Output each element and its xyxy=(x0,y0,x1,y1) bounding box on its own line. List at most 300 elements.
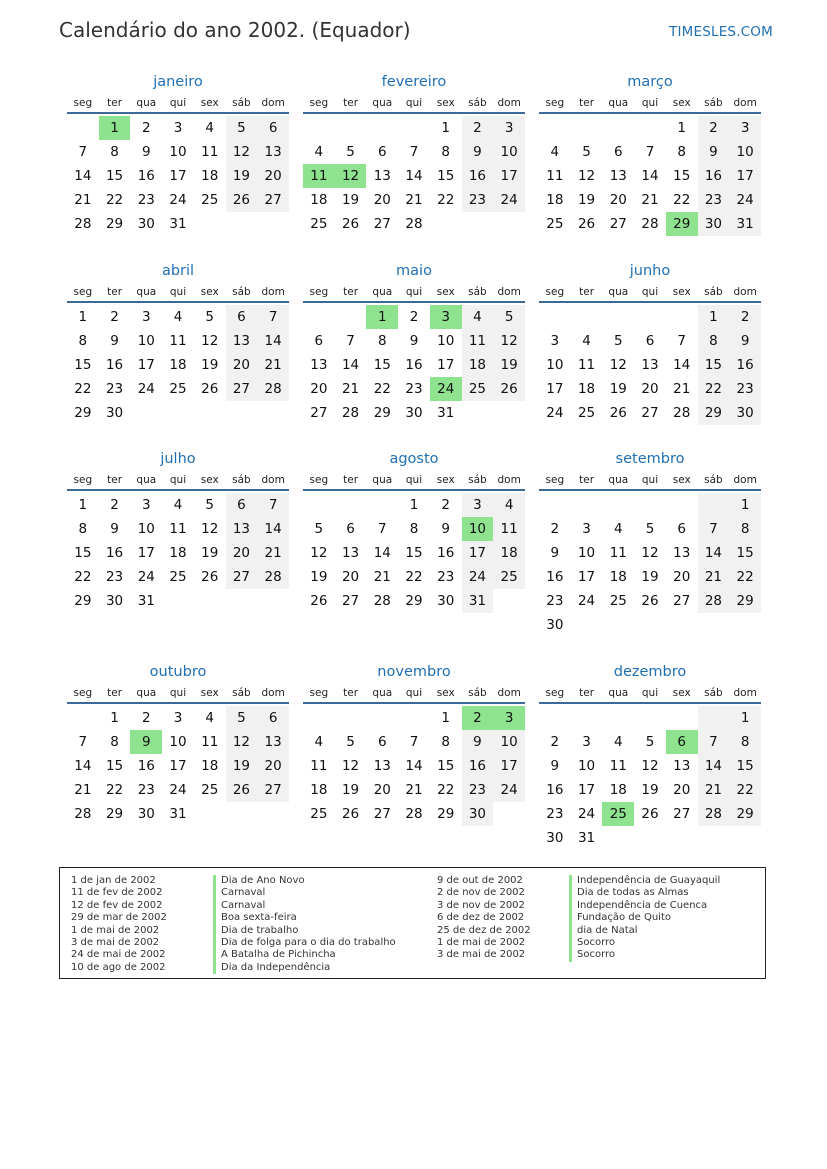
day-cell: 27 xyxy=(641,405,659,421)
empty-cell xyxy=(493,212,525,236)
day-cell: 4 xyxy=(314,144,324,160)
day-cell: 12 xyxy=(201,333,219,349)
weekday-label: seg xyxy=(545,687,565,699)
weekday-label: sex xyxy=(436,474,455,486)
day-cell: 13 xyxy=(373,168,391,184)
day-cell: 16 xyxy=(437,545,455,561)
day-cell: 12 xyxy=(201,521,219,537)
day-cell: 24 xyxy=(729,188,761,212)
day-cell: 25 xyxy=(169,381,187,397)
day-cell: 10 xyxy=(493,140,525,164)
month-agosto xyxy=(303,447,525,613)
weekday-label: dom xyxy=(497,286,521,298)
day-cell: 20 xyxy=(641,381,659,397)
legend-date: 25 de dez de 2002 xyxy=(437,924,531,936)
day-cell: 3 xyxy=(729,116,761,140)
day-cell: 26 xyxy=(341,806,360,822)
day-cell: 6 xyxy=(346,521,355,537)
day-cell: 14 xyxy=(698,541,730,565)
month-name: agosto xyxy=(389,451,439,467)
day-cell: 3 xyxy=(462,493,494,517)
day-cell: 28 xyxy=(74,806,92,822)
weekday-label: sex xyxy=(672,474,691,486)
weekday-label: qui xyxy=(641,687,659,699)
weekday-label: sáb xyxy=(704,687,723,699)
day-cell: 23 xyxy=(546,593,564,609)
weekday-label: qua xyxy=(136,474,157,486)
day-cell: 11 xyxy=(609,758,627,774)
day-cell: 9 xyxy=(130,730,162,754)
day-cell: 6 xyxy=(226,305,258,329)
day-cell: 4 xyxy=(173,497,183,513)
empty-cell xyxy=(366,493,398,517)
weekday-header xyxy=(67,684,289,704)
weekday-header xyxy=(303,283,525,303)
day-cell: 14 xyxy=(373,545,391,561)
day-cell: 5 xyxy=(346,734,355,750)
legend-holiday-name: Dia de Ano Novo xyxy=(213,875,396,887)
day-cell: 28 xyxy=(698,589,730,613)
day-cell: 20 xyxy=(341,569,360,585)
day-cell: 28 xyxy=(341,405,360,421)
weekday-label: qua xyxy=(372,286,393,298)
day-cell: 9 xyxy=(441,521,450,537)
day-cell: 14 xyxy=(257,329,289,353)
day-cell: 26 xyxy=(226,778,258,802)
day-cell: 16 xyxy=(462,754,494,778)
weekday-label: qui xyxy=(641,97,659,109)
empty-cell xyxy=(602,826,634,850)
day-cell: 12 xyxy=(310,545,328,561)
day-cell: 16 xyxy=(546,782,564,798)
day-cell: 6 xyxy=(257,706,289,730)
day-cell: 31 xyxy=(169,216,187,232)
day-grid xyxy=(303,116,525,236)
day-cell: 1 xyxy=(729,706,761,730)
day-cell: 25 xyxy=(493,565,525,589)
day-cell: 24 xyxy=(546,405,564,421)
empty-cell xyxy=(335,493,367,517)
day-cell: 22 xyxy=(405,569,423,585)
weekday-label: sex xyxy=(200,286,219,298)
day-cell: 19 xyxy=(201,357,219,373)
day-cell: 22 xyxy=(437,782,455,798)
day-cell: 2 xyxy=(441,497,450,513)
day-cell: 3 xyxy=(550,333,560,349)
day-cell: 7 xyxy=(645,144,655,160)
day-cell: 5 xyxy=(582,144,591,160)
day-cell: 31 xyxy=(169,806,187,822)
empty-cell xyxy=(194,589,226,613)
weekday-label: ter xyxy=(579,687,595,699)
day-cell: 8 xyxy=(78,333,88,349)
day-cell: 16 xyxy=(698,164,730,188)
weekday-label: dom xyxy=(733,687,757,699)
day-cell: 13 xyxy=(673,545,691,561)
day-cell: 18 xyxy=(493,541,525,565)
day-cell: 7 xyxy=(78,144,88,160)
day-cell: 4 xyxy=(205,710,214,726)
day-cell: 23 xyxy=(137,782,155,798)
day-grid xyxy=(303,706,525,826)
weekday-label: ter xyxy=(107,97,123,109)
day-cell: 18 xyxy=(310,782,328,798)
day-cell: 13 xyxy=(341,545,360,561)
month-name: julho xyxy=(160,451,196,467)
day-cell: 3 xyxy=(493,116,525,140)
legend-date: 29 de mar de 2002 xyxy=(71,912,167,924)
weekday-header xyxy=(67,94,289,114)
weekday-label: sex xyxy=(672,687,691,699)
day-cell: 1 xyxy=(78,497,88,513)
day-cell: 4 xyxy=(493,493,525,517)
day-cell: 2 xyxy=(110,309,119,325)
month-julho xyxy=(67,447,289,613)
day-cell: 2 xyxy=(462,706,494,730)
day-cell: 13 xyxy=(609,168,627,184)
day-cell: 5 xyxy=(205,309,214,325)
empty-cell xyxy=(602,706,634,730)
day-cell: 4 xyxy=(550,144,560,160)
month-abril xyxy=(67,259,289,425)
day-cell: 4 xyxy=(462,305,494,329)
day-cell: 17 xyxy=(546,381,564,397)
weekday-header xyxy=(539,94,761,114)
day-cell: 18 xyxy=(310,192,328,208)
day-cell: 20 xyxy=(226,541,258,565)
weekday-label: dom xyxy=(497,474,521,486)
empty-cell xyxy=(226,802,258,826)
day-grid xyxy=(67,116,289,236)
weekday-label: qui xyxy=(169,286,187,298)
month-outubro xyxy=(67,660,289,826)
day-cell: 17 xyxy=(137,357,155,373)
day-cell: 2 xyxy=(141,710,151,726)
weekday-label: sáb xyxy=(468,97,487,109)
legend-left-names xyxy=(213,875,396,974)
day-cell: 6 xyxy=(645,333,655,349)
legend-date: 1 de mai de 2002 xyxy=(437,936,526,948)
day-cell: 27 xyxy=(226,377,258,401)
weekday-label: qua xyxy=(136,286,157,298)
day-cell: 30 xyxy=(698,212,730,236)
day-cell: 30 xyxy=(105,593,124,609)
day-cell: 25 xyxy=(602,802,634,826)
day-cell: 10 xyxy=(169,144,187,160)
day-cell: 1 xyxy=(441,120,450,136)
day-cell: 30 xyxy=(105,405,124,421)
day-cell: 18 xyxy=(462,353,494,377)
day-cell: 19 xyxy=(226,164,258,188)
weekday-label: ter xyxy=(107,474,123,486)
day-cell: 7 xyxy=(677,333,686,349)
day-cell: 23 xyxy=(462,188,494,212)
day-cell: 24 xyxy=(137,381,155,397)
legend-date: 11 de fev de 2002 xyxy=(71,887,163,899)
day-cell: 5 xyxy=(314,521,324,537)
day-cell: 2 xyxy=(550,521,560,537)
legend-date: 3 de mai de 2002 xyxy=(71,936,160,948)
day-cell: 25 xyxy=(462,377,494,401)
empty-cell xyxy=(398,116,430,140)
empty-cell xyxy=(303,305,335,329)
day-cell: 28 xyxy=(257,377,289,401)
day-cell: 8 xyxy=(441,144,450,160)
day-grid xyxy=(67,305,289,425)
weekday-label: qui xyxy=(169,687,187,699)
month-dezembro xyxy=(539,660,761,850)
day-cell: 27 xyxy=(341,593,360,609)
empty-cell xyxy=(257,589,289,613)
day-cell: 29 xyxy=(74,405,92,421)
day-cell: 7 xyxy=(698,517,730,541)
weekday-label: qui xyxy=(405,474,423,486)
day-cell: 25 xyxy=(577,405,596,421)
day-cell: 9 xyxy=(110,521,119,537)
legend-holiday-name: Boa sexta-feira xyxy=(213,912,396,924)
empty-cell xyxy=(335,116,367,140)
empty-cell xyxy=(602,493,634,517)
weekday-label: qui xyxy=(641,474,659,486)
weekday-header xyxy=(539,684,761,704)
day-cell: 22 xyxy=(673,192,691,208)
day-cell: 23 xyxy=(105,569,124,585)
day-cell: 2 xyxy=(110,497,119,513)
day-cell: 7 xyxy=(346,333,355,349)
day-cell: 30 xyxy=(729,401,761,425)
day-cell: 2 xyxy=(409,309,419,325)
weekday-label: qua xyxy=(372,474,393,486)
day-cell: 6 xyxy=(613,144,623,160)
day-cell: 20 xyxy=(373,782,391,798)
empty-cell xyxy=(493,802,525,826)
day-cell: 3 xyxy=(582,734,591,750)
day-cell: 25 xyxy=(609,593,627,609)
day-cell: 24 xyxy=(430,377,462,401)
day-cell: 25 xyxy=(201,782,219,798)
legend-date: 12 de fev de 2002 xyxy=(71,899,163,911)
day-cell: 2 xyxy=(698,116,730,140)
day-cell: 1 xyxy=(99,116,131,140)
day-cell: 3 xyxy=(582,521,591,537)
month-name: outubro xyxy=(149,664,207,680)
weekday-label: sáb xyxy=(468,286,487,298)
weekday-label: sex xyxy=(200,97,219,109)
day-cell: 23 xyxy=(462,778,494,802)
weekday-label: seg xyxy=(73,687,93,699)
legend-date: 24 de mai de 2002 xyxy=(71,949,166,961)
empty-cell xyxy=(462,212,494,236)
empty-cell xyxy=(571,116,603,140)
day-cell: 8 xyxy=(78,521,88,537)
day-cell: 31 xyxy=(462,589,494,613)
day-cell: 28 xyxy=(641,216,659,232)
empty-cell xyxy=(226,212,258,236)
day-cell: 26 xyxy=(493,377,525,401)
day-cell: 11 xyxy=(493,517,525,541)
month-fevereiro xyxy=(303,70,525,236)
month-name: dezembro xyxy=(613,664,687,680)
legend-holiday-name: A Batalha de Pichincha xyxy=(213,949,396,961)
empty-cell xyxy=(430,212,462,236)
empty-cell xyxy=(162,401,194,425)
day-cell: 6 xyxy=(377,734,387,750)
day-cell: 18 xyxy=(169,357,187,373)
day-cell: 3 xyxy=(141,497,151,513)
weekday-label: dom xyxy=(261,474,285,486)
day-cell: 1 xyxy=(110,710,119,726)
day-cell: 24 xyxy=(577,593,596,609)
legend-holiday-name: Dia de trabalho xyxy=(213,925,396,937)
day-cell: 22 xyxy=(698,377,730,401)
day-cell: 27 xyxy=(673,593,691,609)
empty-cell xyxy=(130,401,162,425)
month-novembro xyxy=(303,660,525,826)
day-cell: 23 xyxy=(137,192,155,208)
day-cell: 24 xyxy=(577,806,596,822)
weekday-label: seg xyxy=(73,286,93,298)
empty-cell xyxy=(303,706,335,730)
day-cell: 11 xyxy=(201,144,219,160)
day-cell: 30 xyxy=(405,405,423,421)
empty-cell xyxy=(366,706,398,730)
day-cell: 10 xyxy=(169,734,187,750)
day-cell: 29 xyxy=(405,593,423,609)
empty-cell xyxy=(666,706,698,730)
day-cell: 31 xyxy=(137,593,155,609)
day-cell: 17 xyxy=(493,164,525,188)
legend-holiday-name: Carnaval xyxy=(213,887,396,899)
weekday-label: qua xyxy=(608,286,629,298)
day-cell: 21 xyxy=(373,569,391,585)
weekday-label: qui xyxy=(405,97,423,109)
day-cell: 7 xyxy=(78,734,88,750)
weekday-label: qua xyxy=(372,97,393,109)
weekday-label: seg xyxy=(309,97,329,109)
day-cell: 27 xyxy=(310,405,328,421)
day-cell: 29 xyxy=(729,802,761,826)
empty-cell xyxy=(698,613,730,637)
day-cell: 7 xyxy=(698,730,730,754)
day-cell: 10 xyxy=(577,758,596,774)
weekday-label: sáb xyxy=(232,687,251,699)
weekday-label: dom xyxy=(733,97,757,109)
weekday-header xyxy=(303,684,525,704)
month-junho xyxy=(539,259,761,425)
empty-cell xyxy=(666,305,698,329)
month-setembro xyxy=(539,447,761,637)
day-cell: 5 xyxy=(613,333,623,349)
day-cell: 31 xyxy=(577,830,596,846)
day-cell: 16 xyxy=(105,545,124,561)
day-cell: 12 xyxy=(226,140,258,164)
legend-holiday-name: Carnaval xyxy=(213,900,396,912)
day-cell: 11 xyxy=(462,329,494,353)
day-cell: 3 xyxy=(141,309,151,325)
weekday-header xyxy=(303,471,525,491)
weekday-label: ter xyxy=(579,97,595,109)
day-cell: 21 xyxy=(673,381,691,397)
day-cell: 12 xyxy=(226,730,258,754)
day-grid xyxy=(67,493,289,613)
empty-cell xyxy=(602,305,634,329)
day-cell: 30 xyxy=(462,802,494,826)
day-cell: 23 xyxy=(546,806,564,822)
day-cell: 14 xyxy=(74,758,92,774)
day-cell: 26 xyxy=(201,569,219,585)
empty-cell xyxy=(634,305,666,329)
day-cell: 30 xyxy=(546,830,564,846)
empty-cell xyxy=(398,706,430,730)
legend-holiday-name: Socorro xyxy=(569,949,720,961)
brand-link[interactable]: TIMESLES.COM xyxy=(669,24,773,40)
day-cell: 9 xyxy=(729,329,761,353)
day-cell: 13 xyxy=(226,329,258,353)
weekday-label: dom xyxy=(497,97,521,109)
day-cell: 28 xyxy=(405,216,423,232)
day-cell: 19 xyxy=(493,353,525,377)
day-cell: 20 xyxy=(257,164,289,188)
day-cell: 20 xyxy=(609,192,627,208)
day-cell: 22 xyxy=(437,192,455,208)
weekday-header xyxy=(67,283,289,303)
day-cell: 27 xyxy=(257,188,289,212)
day-cell: 13 xyxy=(673,758,691,774)
day-cell: 24 xyxy=(169,192,187,208)
day-cell: 10 xyxy=(437,333,455,349)
day-cell: 12 xyxy=(609,357,627,373)
empty-cell xyxy=(634,493,666,517)
legend-right-names xyxy=(569,875,720,962)
weekday-label: seg xyxy=(545,286,565,298)
day-cell: 5 xyxy=(205,497,214,513)
day-cell: 7 xyxy=(257,493,289,517)
day-cell: 25 xyxy=(310,806,328,822)
day-cell: 26 xyxy=(577,216,596,232)
day-cell: 19 xyxy=(226,754,258,778)
day-cell: 11 xyxy=(169,333,187,349)
day-cell: 29 xyxy=(698,401,730,425)
day-cell: 8 xyxy=(677,144,686,160)
empty-cell xyxy=(257,401,289,425)
day-cell: 19 xyxy=(310,569,328,585)
legend-date: 1 de mai de 2002 xyxy=(71,924,160,936)
day-cell: 30 xyxy=(137,216,155,232)
day-cell: 16 xyxy=(105,357,124,373)
day-cell: 12 xyxy=(341,758,360,774)
day-cell: 18 xyxy=(201,168,219,184)
day-cell: 13 xyxy=(373,758,391,774)
month-name: fevereiro xyxy=(381,74,447,90)
empty-cell xyxy=(729,826,761,850)
day-cell: 1 xyxy=(409,497,419,513)
day-cell: 27 xyxy=(373,216,391,232)
day-grid xyxy=(303,493,525,613)
day-cell: 10 xyxy=(137,521,155,537)
day-cell: 11 xyxy=(577,357,596,373)
day-cell: 12 xyxy=(641,758,659,774)
weekday-label: dom xyxy=(497,687,521,699)
day-cell: 15 xyxy=(105,758,124,774)
empty-cell xyxy=(698,706,730,730)
day-cell: 28 xyxy=(257,565,289,589)
day-cell: 7 xyxy=(377,521,387,537)
weekday-label: sex xyxy=(436,97,455,109)
day-cell: 5 xyxy=(645,734,655,750)
day-cell: 15 xyxy=(74,357,92,373)
weekday-label: seg xyxy=(545,97,565,109)
day-cell: 15 xyxy=(729,541,761,565)
